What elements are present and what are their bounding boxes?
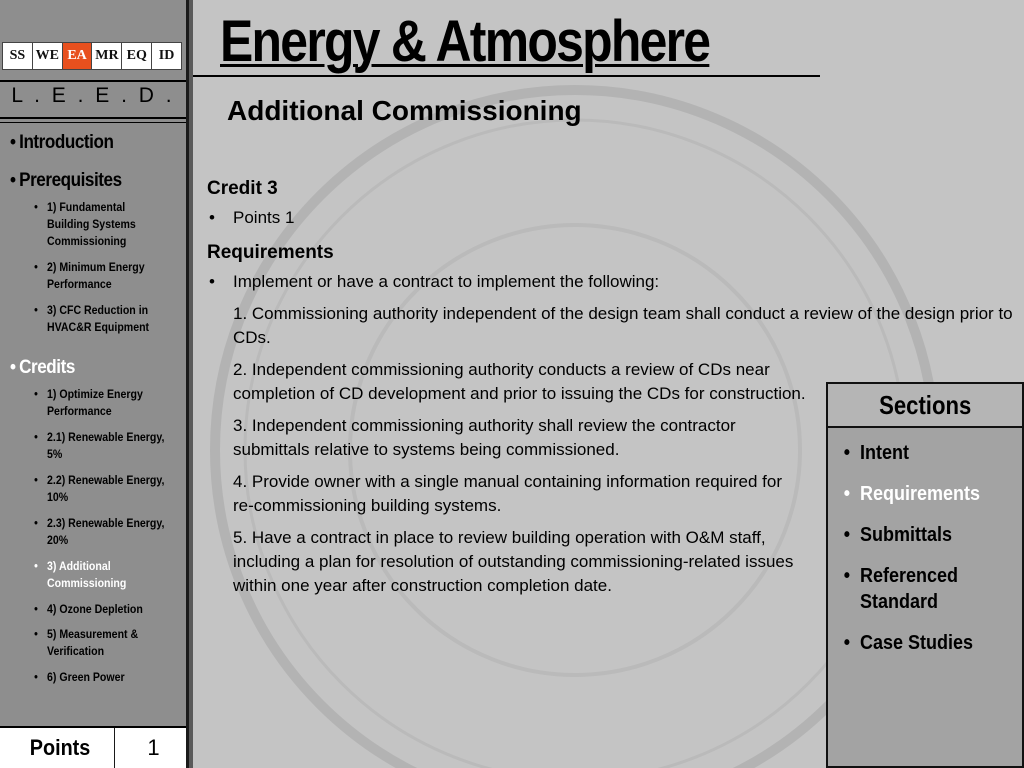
sections-title: Sections (828, 384, 1022, 428)
sidebar-nav (0, 132, 186, 696)
category-id[interactable]: ID (158, 48, 175, 63)
sidebar-edge (189, 0, 193, 768)
points-line: • Points 1 (209, 208, 295, 227)
nav-credit-item-active[interactable]: • 3) Additional Commissioning (34, 561, 127, 590)
requirements-intro: • Implement or have a contract to implement the following: (209, 272, 660, 291)
nav-prereq-item[interactable]: • 1) Fundamental Building Systems Commissioning (34, 202, 136, 248)
category-mr[interactable]: MR (92, 43, 122, 69)
section-referenced-standard[interactable]: • Referenced Standard (843, 565, 959, 613)
bullet-icon: • (10, 132, 16, 153)
bullet-icon: • (10, 357, 16, 378)
nav-credit-item[interactable]: • 6) Green Power (34, 672, 125, 684)
points-box (0, 726, 186, 768)
page-title: Energy & Atmosphere (220, 9, 710, 74)
category-ea[interactable]: EA (63, 43, 93, 69)
page-subtitle: Additional Commissioning (227, 95, 582, 126)
category-ss[interactable]: SS (3, 43, 33, 69)
sidebar (0, 0, 189, 768)
requirements-heading: Requirements (207, 242, 334, 263)
category-bar (2, 42, 182, 70)
points-value: 1 (147, 735, 160, 760)
prerequisite-list (0, 200, 186, 337)
nav-introduction[interactable]: • Introduction (10, 132, 114, 153)
requirement-item: 5. Have a contract in place to review building operation with O&M staff, including a plan for resolution of outstanding commissioning-related issues within one year after construction completion date. (233, 528, 794, 595)
requirement-item: 3. Independent commissioning authority shall review the contractor submittals relative to systems being commissioned. (233, 416, 736, 459)
nav-credit-item[interactable]: • 2.1) Renewable Energy, 5% (34, 432, 165, 461)
category-eq[interactable]: EQ (122, 43, 152, 69)
nav-prereq-item[interactable]: • 3) CFC Reduction in HVAC&R Equipment (34, 305, 150, 334)
credit-heading: Credit 3 (207, 178, 278, 199)
points-label: Points (6, 728, 115, 768)
nav-credit-item[interactable]: • 1) Optimize Energy Performance (34, 389, 143, 418)
section-intent[interactable]: • Intent (843, 442, 909, 464)
divider (0, 80, 186, 82)
section-submittals[interactable]: • Submittals (843, 524, 953, 546)
nav-credit-item[interactable]: • 2.2) Renewable Energy, 10% (34, 475, 165, 504)
section-requirements[interactable]: • Requirements (843, 483, 981, 505)
nav-credit-item[interactable]: • 5) Measurement & Verification (34, 629, 139, 658)
sections-list (828, 440, 1022, 656)
sections-panel (826, 382, 1024, 768)
requirement-item: 1. Commissioning authority independent of the design team shall conduct a review of the design prior to CDs. (233, 304, 1013, 347)
leed-label: L . E . E . D . (11, 84, 175, 107)
nav-credit-item[interactable]: • 2.3) Renewable Energy, 20% (34, 518, 165, 547)
section-case-studies[interactable]: • Case Studies (843, 632, 974, 654)
nav-credit-item[interactable]: • 4) Ozone Depletion (34, 604, 143, 616)
title-divider (193, 75, 820, 77)
bullet-icon: • (10, 170, 16, 191)
requirement-item: 2. Independent commissioning authority conducts a review of CDs near completion of CD development and prior to issuing the CDs for construction. (233, 360, 806, 403)
credit-list (0, 387, 186, 687)
divider (0, 117, 186, 119)
requirement-item: 4. Provide owner with a single manual containing information required for re-commissioning building systems. (233, 472, 783, 515)
nav-credits[interactable]: • Credits (10, 357, 75, 378)
category-we[interactable]: WE (33, 43, 63, 69)
divider (0, 122, 186, 123)
nav-prereq-item[interactable]: • 2) Minimum Energy Performance (34, 262, 145, 291)
nav-prerequisites[interactable]: • Prerequisites (10, 170, 122, 191)
